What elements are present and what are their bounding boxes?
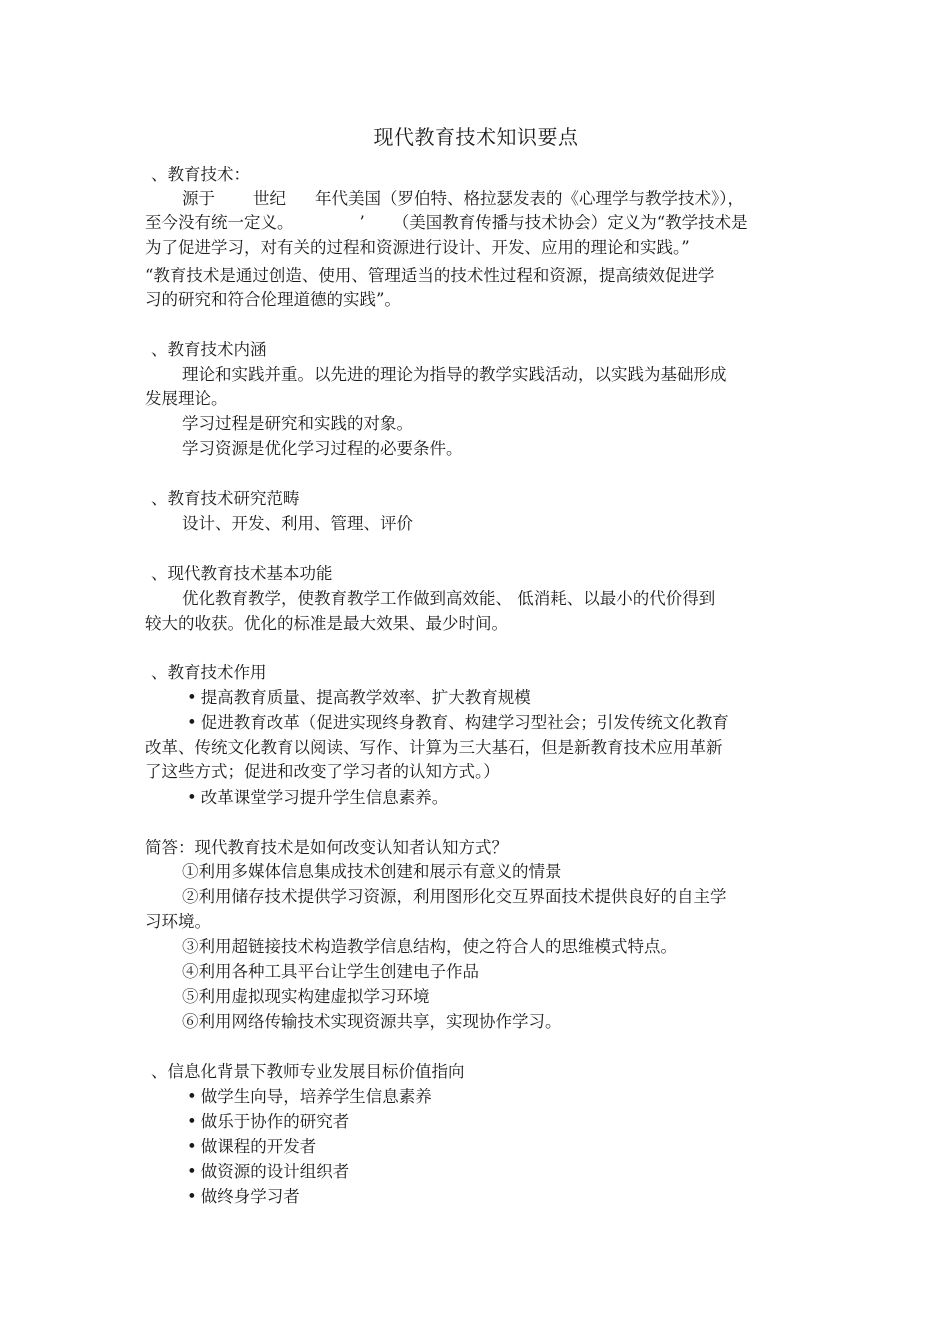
section-heading-4: 、现代教育技术基本功能: [151, 564, 333, 583]
section-heading-2: 、教育技术内涵: [151, 340, 267, 359]
bullet-text: 提高教育质量、提高教学效率、扩大教育规模: [200, 688, 531, 707]
section-heading-6: 简答：现代教育技术是如何改变认知者认知方式？: [145, 838, 508, 857]
paragraph-line: 设计、开发、利用、管理、评价: [182, 514, 413, 533]
text-fragment: 年代美国（罗伯特、格拉瑟发表的《心理学与教学技术》），: [315, 189, 744, 208]
paragraph-line: 理论和实践并重。以先进的理论为指导的教学实践活动，以实践为基础形成: [182, 365, 727, 384]
text-fragment: 世纪: [253, 189, 286, 208]
numbered-item: ②利用储存技术提供学习资源，利用图形化交互界面技术提供良好的自主学: [182, 887, 727, 906]
numbered-item: ⑥利用网络传输技术实现资源共享，实现协作学习。: [182, 1012, 562, 1031]
paragraph-line: 学习过程是研究和实践的对象。: [182, 414, 413, 433]
text-fragment: 至今没有统一定义。: [145, 213, 294, 232]
section-heading-1: 、教育技术：: [151, 165, 250, 184]
paragraph-line: 为了促进学习，对有关的过程和资源进行设计、开发、应用的理论和实践。”: [145, 238, 690, 257]
bullet-item: [187, 686, 849, 710]
bullet-item: [187, 1085, 849, 1109]
paragraph-line: 优化教育教学，使教育教学工作做到高效能、 低消耗、以最小的代价得到: [182, 589, 716, 608]
numbered-item: ①利用多媒体信息集成技术创建和展示有意义的情景: [182, 862, 562, 881]
text-fragment: （美国教育传播与技术协会）定义为“教学技术是: [392, 213, 748, 232]
bullet-text: 做终身学习者: [200, 1187, 300, 1206]
bullet-item: [187, 711, 849, 735]
numbered-item: ⑤利用虚拟现实构建虚拟学习环境: [182, 987, 430, 1006]
bullet-item: [187, 1160, 849, 1184]
section-heading-7: 、信息化背景下教师专业发展目标价值指向: [151, 1062, 465, 1081]
bullet-text: 做学生向导，培养学生信息素养: [200, 1087, 432, 1106]
bullet-item: [187, 1135, 849, 1159]
paragraph-line: [145, 211, 807, 235]
paragraph-line: 习的研究和符合伦理道德的实践”。: [145, 290, 401, 309]
bullet-text: 做乐于协作的研究者: [200, 1112, 350, 1131]
section-heading-5: 、教育技术作用: [151, 663, 267, 682]
paragraph-line: 发展理论。: [145, 389, 228, 408]
bullet-item: [187, 1185, 849, 1209]
paragraph-line: 习环境。: [145, 912, 211, 931]
numbered-item: ③利用超链接技术构造教学信息结构，使之符合人的思维模式特点。: [182, 937, 677, 956]
paragraph-line: 较大的收获。优化的标准是最大效果、最少时间。: [145, 614, 508, 633]
bullet-text: 做资源的设计组织者: [200, 1162, 350, 1181]
paragraph-line: “教育技术是通过创造、使用、管理适当的技术性过程和资源，提高绩效促进学: [145, 266, 715, 285]
bullet-text: 做课程的开发者: [200, 1137, 317, 1156]
text-fragment: 源于: [182, 189, 215, 208]
bullet-text: 促进教育改革（促进实现终身教育、构建学习型社会；引发传统文化教育: [200, 713, 729, 732]
paragraph-line: [182, 187, 807, 211]
page-title: 现代教育技术知识要点: [373, 125, 579, 149]
section-heading-3: 、教育技术研究范畴: [151, 489, 300, 508]
paragraph-line: 了这些方式；促进和改变了学习者的认知方式。）: [145, 762, 500, 781]
text-fragment: ’: [359, 213, 365, 232]
paragraph-line: 学习资源是优化学习过程的必要条件。: [182, 439, 463, 458]
bullet-item: [187, 786, 849, 810]
numbered-item: ④利用各种工具平台让学生创建电子作品: [182, 962, 479, 981]
bullet-text: 改革课堂学习提升学生信息素养。: [200, 788, 449, 807]
bullet-item: [187, 1110, 849, 1134]
paragraph-line: 改革、传统文化教育以阅读、写作、计算为三大基石，但是新教育技术应用革新: [145, 738, 723, 757]
